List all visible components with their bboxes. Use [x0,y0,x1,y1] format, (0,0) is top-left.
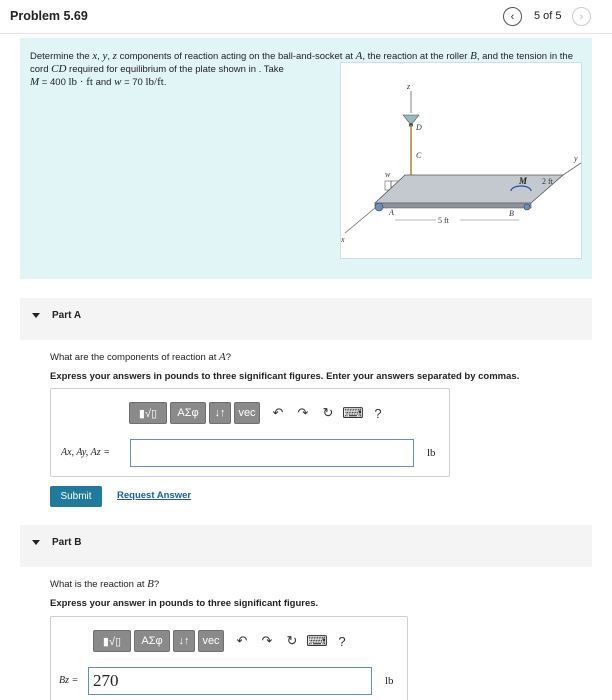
symbols-button[interactable]: ΑΣφ [134,630,170,652]
problem-statement-panel [20,38,592,279]
vector-button[interactable]: vec [198,630,224,652]
plate-edge [375,203,531,208]
part-b-question: What is the reaction at B? [50,578,160,590]
part-a-unit: lb [427,447,436,459]
label-d: D [416,123,422,132]
part-b-input-label: Bz = [59,675,79,686]
redo-icon[interactable]: ↷ [297,405,309,420]
ball-socket-a [375,203,383,211]
label-w: w [385,170,391,179]
part-b-unit: lb [385,675,394,687]
x-axis [345,208,375,233]
keyboard-icon[interactable]: ⌨ [306,633,328,650]
part-a-answer-box [50,388,450,477]
symbols-button[interactable]: ΑΣφ [170,402,206,424]
chevron-left-icon: ‹ [510,10,515,23]
redo-icon[interactable]: ↷ [261,633,273,648]
reset-icon[interactable]: ↻ [286,633,298,648]
request-answer-link[interactable]: Request Answer [117,490,192,501]
label-z: z [407,82,411,91]
templates-button[interactable]: ▮√▯ [129,402,167,424]
chevron-right-icon: › [579,10,584,23]
part-b-instruction: Express your answer in pounds to three significant figures. [50,598,319,609]
part-b-header[interactable] [20,525,592,567]
label-a: A [389,208,394,217]
plate [375,175,563,203]
label-y: y [574,154,578,163]
previous-problem-button[interactable] [503,7,522,26]
problem-title: Problem 5.69 [10,9,88,23]
templates-button[interactable]: ▮√▯ [93,630,131,652]
help-button[interactable]: ? [338,633,346,649]
part-a-input-label: Ax, Ay, Az = [61,447,110,458]
collapse-triangle-icon[interactable] [32,313,40,318]
part-b-answer-input[interactable]: 270 [88,667,372,695]
problem-counter: 5 of 5 [534,10,562,22]
part-a-instruction: Express your answers in pounds to three significant figures. Enter your answers separated by commas. [50,371,520,382]
part-b-answer-box [50,616,408,700]
label-b: B [509,209,514,218]
problem-header [0,0,612,34]
sort-button[interactable]: ↓↑ [209,402,231,424]
part-b-label: Part B [52,537,82,548]
part-a-toolbar [129,401,388,425]
label-m: M [519,176,528,186]
y-axis [563,163,581,175]
sort-button[interactable]: ↓↑ [173,630,195,652]
next-problem-button[interactable] [572,7,591,26]
roller-b [524,204,530,210]
submit-button[interactable]: Submit [50,486,102,507]
vector-button[interactable]: vec [234,402,260,424]
help-button[interactable]: ? [374,405,382,421]
part-a-header[interactable] [20,298,592,340]
reset-icon[interactable]: ↻ [322,405,334,420]
plate-diagram [341,63,583,260]
keyboard-icon[interactable]: ⌨ [342,405,364,422]
undo-icon[interactable]: ↶ [236,633,248,648]
label-5ft: 5 ft [438,216,449,225]
problem-statement: Determine the x, y, z components of reaction acting on the ball-and-socket at A, the reaction at the roller B, and the tension in the cord CD required for equilibrium of the plate shown in . Take M = 400 lb · ft and w = 70 lb/ft. [30,50,573,88]
part-a-answer-input[interactable] [130,439,414,467]
problem-figure [340,62,582,259]
part-a-question: What are the components of reaction at A? [50,351,232,363]
part-a-label: Part A [52,310,82,321]
undo-icon[interactable]: ↶ [272,405,284,420]
label-x: x [341,235,345,244]
collapse-triangle-icon[interactable] [32,540,40,545]
part-b-toolbar [93,629,352,653]
label-2ft: 2 ft [542,177,553,186]
label-c: C [416,151,422,160]
